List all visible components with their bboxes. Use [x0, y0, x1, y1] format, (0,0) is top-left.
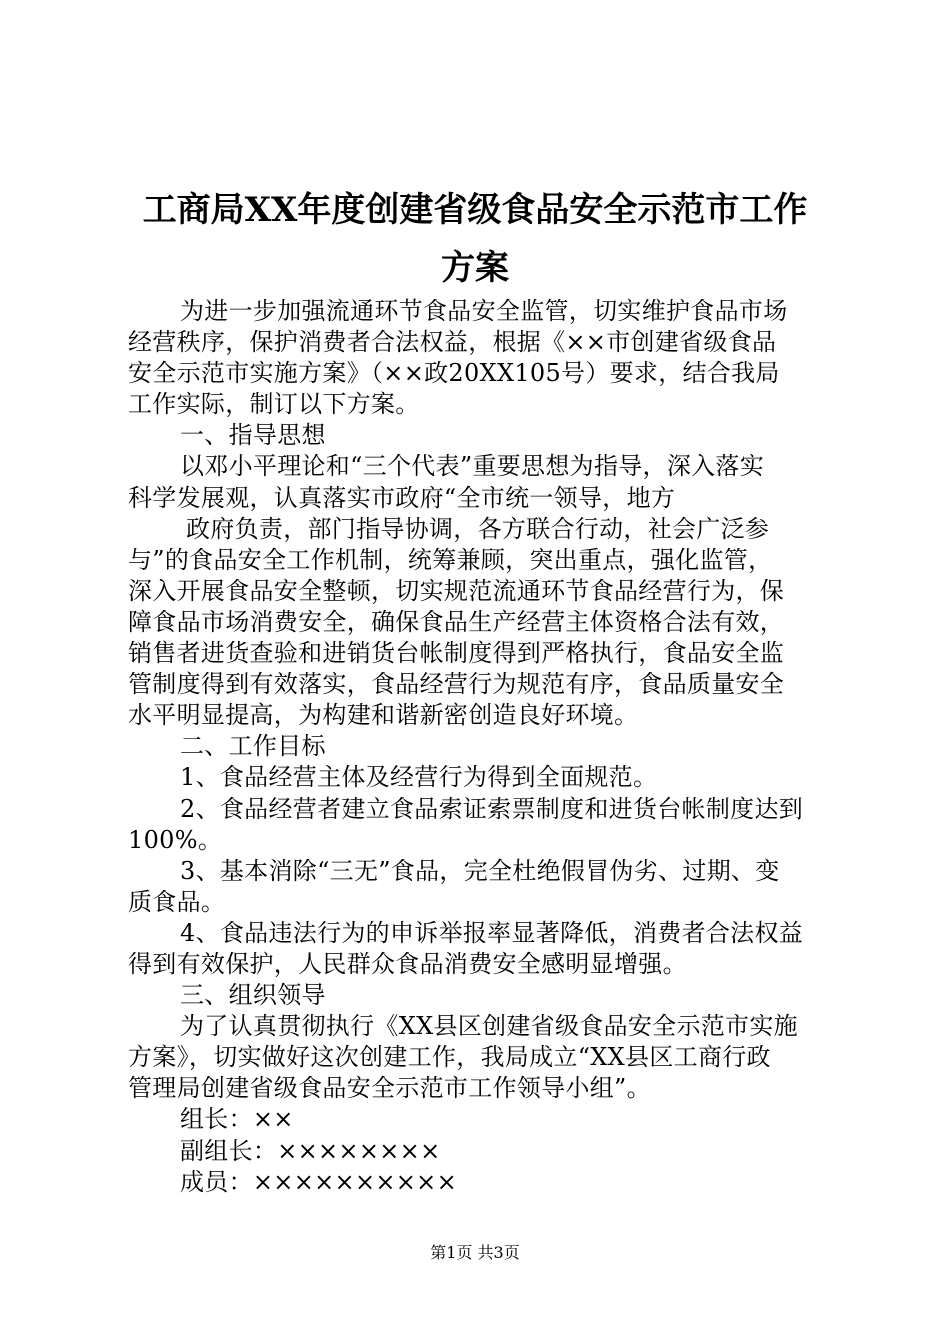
paragraph-line: 得到有效保护，人民群众食品消费安全感明显增强。 [128, 949, 687, 978]
paragraph-line: 深入开展食品安全整顿，切实规范流通环节食品经营行为，保 [128, 576, 785, 605]
list-item: 4、食品违法行为的申诉举报率显著降低，消费者合法权益 [180, 918, 804, 947]
document-body [128, 296, 833, 1198]
leader-line: 组长：×× [180, 1105, 294, 1134]
section-heading: 一、指导思想 [180, 421, 326, 450]
paragraph-line: 质食品。 [128, 887, 226, 916]
paragraph-line: 销售者进货查验和进销货台帐制度得到严格执行，食品安全监 [128, 639, 785, 668]
section-heading: 二、工作目标 [180, 732, 326, 761]
paragraph-line: 障食品市场消费安全，确保食品生产经营主体资格合法有效， [128, 607, 785, 636]
section-heading: 三、组织领导 [180, 981, 326, 1010]
paragraph-line: 科学发展观，认真落实市政府“全市统一领导，地方 [128, 483, 676, 512]
paragraph-line: 管制度得到有效落实，食品经营行为规范有序，食品质量安全 [128, 670, 785, 699]
paragraph-line: 水平明显提高，为构建和谐新密创造良好环境。 [128, 701, 639, 730]
paragraph-line: 为了认真贯彻执行《XX县区创建省级食品安全示范市实施 [180, 1012, 798, 1041]
paragraph-line: 政府负责，部门指导协调，各方联合行动，社会广泛参 [186, 514, 770, 543]
paragraph-line: 安全示范市实施方案》（××政20XX105号）要求，结合我局 [128, 359, 780, 388]
list-item: 1、食品经营主体及经营行为得到全面规范。 [180, 763, 658, 792]
paragraph-line: 以邓小平理论和“三个代表”重要思想为指导，深入落实 [180, 452, 765, 481]
paragraph-line: 为进一步加强流通环节食品安全监管，切实维护食品市场 [180, 297, 788, 325]
page-footer: 第1页 共3页 [430, 1243, 520, 1262]
paragraph-line: 管理局创建省级食品安全示范市工作领导小组”。 [128, 1074, 651, 1103]
paragraph-line: 100%。 [128, 825, 223, 854]
list-item: 2、食品经营者建立食品索证索票制度和进货台帐制度达到 [180, 794, 804, 823]
deputy-leader-line: 副组长：×××××××× [180, 1136, 441, 1165]
paragraph-line: 工作实际，制订以下方案。 [128, 390, 420, 419]
document-title-line-1: 工商局XX年度创建省级食品安全示范市工作 [142, 190, 808, 230]
list-item: 3、基本消除“三无”食品，完全杜绝假冒伪劣、过期、变 [180, 856, 780, 885]
paragraph-line: 经营秩序，保护消费者合法权益，根据《××市创建省级食品 [128, 328, 777, 357]
paragraph-line: 方案》，切实做好这次创建工作，我局成立“XX县区工商行政 [128, 1043, 771, 1072]
members-line: 成员：×××××××××× [180, 1167, 457, 1196]
paragraph-line: 与”的食品安全工作机制，统筹兼顾，突出重点，强化监管， [128, 545, 773, 574]
document-title-line-2: 方案 [441, 248, 509, 288]
